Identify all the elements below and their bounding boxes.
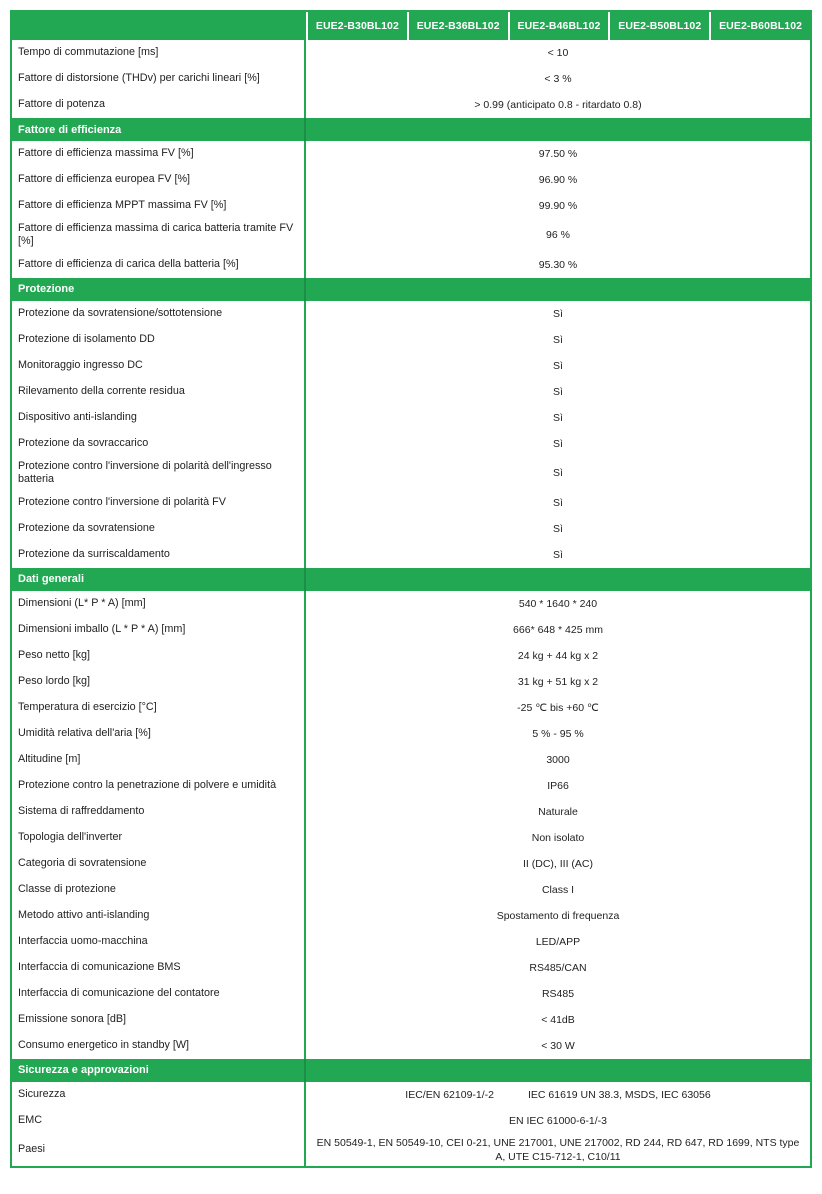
spec-label: Fattore di distorsione (THDv) per carichi lineari [%] [12,66,306,92]
section-header-filler [306,1059,810,1082]
spec-row [12,617,810,643]
spec-row [12,955,810,981]
spec-value-cell [306,542,810,568]
spec-row [12,1033,810,1059]
spec-value: Sì [553,548,563,561]
spec-value: 97.50 % [538,147,578,160]
spec-value: IEC/EN 62109-1/-2 [405,1088,495,1101]
spec-label: Emissione sonora [dB] [12,1007,306,1033]
spec-row [12,66,810,92]
spec-value-cell [306,695,810,721]
spec-row [12,877,810,903]
spec-label: Umidità relativa dell'aria [%] [12,721,306,747]
section-title: Sicurezza e approvazioni [12,1059,306,1082]
spec-label: Protezione da sovratensione/sottotensione [12,301,306,327]
spec-row [12,516,810,542]
spec-label: Fattore di efficienza massima di carica batteria tramite FV [%] [12,219,306,252]
model-column-header: EUE2-B60BL102 [709,12,810,40]
spec-value-cell [306,851,810,877]
spec-label: Monitoraggio ingresso DC [12,353,306,379]
spec-row [12,92,810,118]
spec-label: Dimensioni (L* P * A) [mm] [12,591,306,617]
spec-value: < 30 W [541,1039,575,1052]
spec-value-cell [306,955,810,981]
spec-value: 3000 [546,753,570,766]
spec-value-cell [306,747,810,773]
section-header-filler [306,278,810,301]
spec-row [12,773,810,799]
spec-value: Non isolato [531,831,585,844]
spec-value: > 0.99 (anticipato 0.8 - ritardato 0.8) [474,98,642,111]
spec-label: Sistema di raffreddamento [12,799,306,825]
spec-value: Sì [553,437,563,450]
spec-value: EN 50549-1, EN 50549-10, CEI 0-21, UNE 217001, UNE 217002, RD 244, RD 647, RD 1699, NTS type A, UTE C15-712-1, C10/11 [316,1136,800,1164]
spec-value: IP66 [547,779,569,792]
spec-label: Fattore di efficienza di carica della batteria [%] [12,252,306,278]
spec-row [12,1134,810,1166]
section-header-row [12,568,810,591]
spec-label: Protezione contro l'inversione di polarità FV [12,490,306,516]
spec-value-cell [306,193,810,219]
spec-label: Protezione da sovraccarico [12,431,306,457]
spec-value-cell [306,929,810,955]
spec-value: Spostamento di frequenza [496,909,620,922]
spec-value: 24 kg + 44 kg x 2 [517,649,599,662]
spec-row [12,591,810,617]
spec-value: < 10 [547,46,569,59]
spec-value: 96.90 % [538,173,578,186]
spec-value: 540 * 1640 * 240 [518,597,598,610]
spec-label: Consumo energetico in standby [W] [12,1033,306,1059]
spec-row [12,252,810,278]
spec-value-cell [306,431,810,457]
spec-row [12,1082,810,1108]
spec-label: Peso lordo [kg] [12,669,306,695]
section-title: Dati generali [12,568,306,591]
spec-value-cell [306,1108,810,1134]
spec-row [12,379,810,405]
spec-value-cell [306,1007,810,1033]
spec-label: Fattore di potenza [12,92,306,118]
model-column-header: EUE2-B50BL102 [608,12,709,40]
spec-value-cell [306,141,810,167]
spec-label: Peso netto [kg] [12,643,306,669]
table-body [12,40,810,1166]
spec-label: Protezione da surriscaldamento [12,542,306,568]
spec-value: -25 ℃ bis +60 ℃ [517,701,599,714]
section-title: Fattore di efficienza [12,118,306,141]
spec-value: Sì [553,307,563,320]
table-header-row [12,12,810,40]
spec-value-cell [306,167,810,193]
spec-value: < 41dB [541,1013,575,1026]
spec-row [12,903,810,929]
spec-row [12,141,810,167]
spec-value-cell [306,903,810,929]
spec-value-secondary: IEC 61619 UN 38.3, MSDS, IEC 63056 [528,1088,711,1101]
spec-row [12,1108,810,1134]
spec-row [12,747,810,773]
section-title: Protezione [12,278,306,301]
spec-row [12,799,810,825]
spec-value-cell [306,1033,810,1059]
spec-value-cell [306,981,810,1007]
spec-label: Interfaccia di comunicazione BMS [12,955,306,981]
spec-value: Naturale [538,805,578,818]
spec-value: Sì [553,333,563,346]
spec-value-cell [306,490,810,516]
spec-label: Tempo di commutazione [ms] [12,40,306,66]
spec-label: Topologia dell'inverter [12,825,306,851]
spec-row [12,327,810,353]
spec-value-cell [306,353,810,379]
spec-label: Interfaccia di comunicazione del contatore [12,981,306,1007]
spec-table [10,10,812,1168]
spec-value-cell [306,617,810,643]
spec-value: Sì [553,522,563,535]
spec-label: Protezione contro la penetrazione di polvere e umidità [12,773,306,799]
spec-row [12,825,810,851]
spec-label: Dispositivo anti-islanding [12,405,306,431]
spec-value: 666* 648 * 425 mm [513,623,603,636]
spec-value-cell [306,66,810,92]
spec-label: Classe di protezione [12,877,306,903]
spec-value: Sì [553,359,563,372]
section-header-filler [306,118,810,141]
spec-label: Fattore di efficienza MPPT massima FV [%] [12,193,306,219]
spec-row [12,167,810,193]
spec-label: EMC [12,1108,306,1134]
spec-row [12,669,810,695]
spec-row [12,353,810,379]
section-header-row [12,1059,810,1082]
spec-value: 96 % [546,229,570,242]
spec-row [12,851,810,877]
spec-label: Paesi [12,1134,306,1166]
spec-value: Sì [553,496,563,509]
spec-value-cell [306,877,810,903]
spec-value: Sì [553,411,563,424]
spec-value-cell [306,379,810,405]
spec-row [12,695,810,721]
spec-row [12,490,810,516]
spec-value-cell [306,327,810,353]
spec-label: Rilevamento della corrente residua [12,379,306,405]
model-column-header: EUE2-B36BL102 [407,12,508,40]
spec-value: RS485/CAN [529,961,587,974]
spec-value: 5 % - 95 % [532,727,584,740]
spec-value-cell [306,773,810,799]
spec-label: Altitudine [m] [12,747,306,773]
spec-row [12,431,810,457]
spec-label: Temperatura di esercizio [°C] [12,695,306,721]
section-header-row [12,118,810,141]
spec-label: Dimensioni imballo (L * P * A) [mm] [12,617,306,643]
spec-row [12,542,810,568]
spec-value-cell [306,799,810,825]
spec-value-cell [306,301,810,327]
spec-value: Class I [541,883,575,896]
spec-value: LED/APP [535,935,581,948]
spec-row [12,301,810,327]
spec-value: 95.30 % [538,258,578,271]
spec-label: Metodo attivo anti-islanding [12,903,306,929]
spec-value-cell [306,92,810,118]
spec-label: Protezione da sovratensione [12,516,306,542]
spec-row [12,219,810,252]
spec-label: Fattore di efficienza massima FV [%] [12,141,306,167]
spec-value: II (DC), III (AC) [523,857,593,870]
spec-value: < 3 % [544,72,572,85]
spec-value: 99.90 % [538,199,578,212]
spec-value: Sì [553,467,563,480]
spec-row [12,40,810,66]
spec-value-cell [306,1134,810,1166]
spec-label: Fattore di efficienza europea FV [%] [12,167,306,193]
spec-value: EN IEC 61000-6-1/-3 [508,1114,608,1127]
spec-value-cell [306,721,810,747]
spec-value-cell [306,457,810,490]
spec-label: Categoria di sovratensione [12,851,306,877]
spec-value-cell [306,643,810,669]
spec-value-cell [306,219,810,252]
spec-row [12,721,810,747]
spec-label: Interfaccia uomo-macchina [12,929,306,955]
spec-row [12,643,810,669]
spec-value-cell [306,405,810,431]
spec-label: Protezione di isolamento DD [12,327,306,353]
spec-row [12,1007,810,1033]
table-corner-cell [12,12,306,40]
model-column-header: EUE2-B46BL102 [508,12,609,40]
spec-row [12,981,810,1007]
spec-value: 31 kg + 51 kg x 2 [517,675,599,688]
model-column-header: EUE2-B30BL102 [306,12,407,40]
spec-value-cell [306,516,810,542]
spec-value-cell [306,669,810,695]
spec-label: Protezione contro l'inversione di polarità dell'ingresso batteria [12,457,306,490]
spec-value: RS485 [541,987,575,1000]
spec-value-cell [306,40,810,66]
section-header-filler [306,568,810,591]
spec-row [12,405,810,431]
spec-label: Sicurezza [12,1082,306,1108]
spec-value-cell [306,591,810,617]
spec-row [12,457,810,490]
spec-row [12,193,810,219]
spec-row [12,929,810,955]
spec-value-cell [306,252,810,278]
section-header-row [12,278,810,301]
spec-value-cell [306,825,810,851]
spec-value: Sì [553,385,563,398]
spec-value-cell [306,1082,810,1108]
